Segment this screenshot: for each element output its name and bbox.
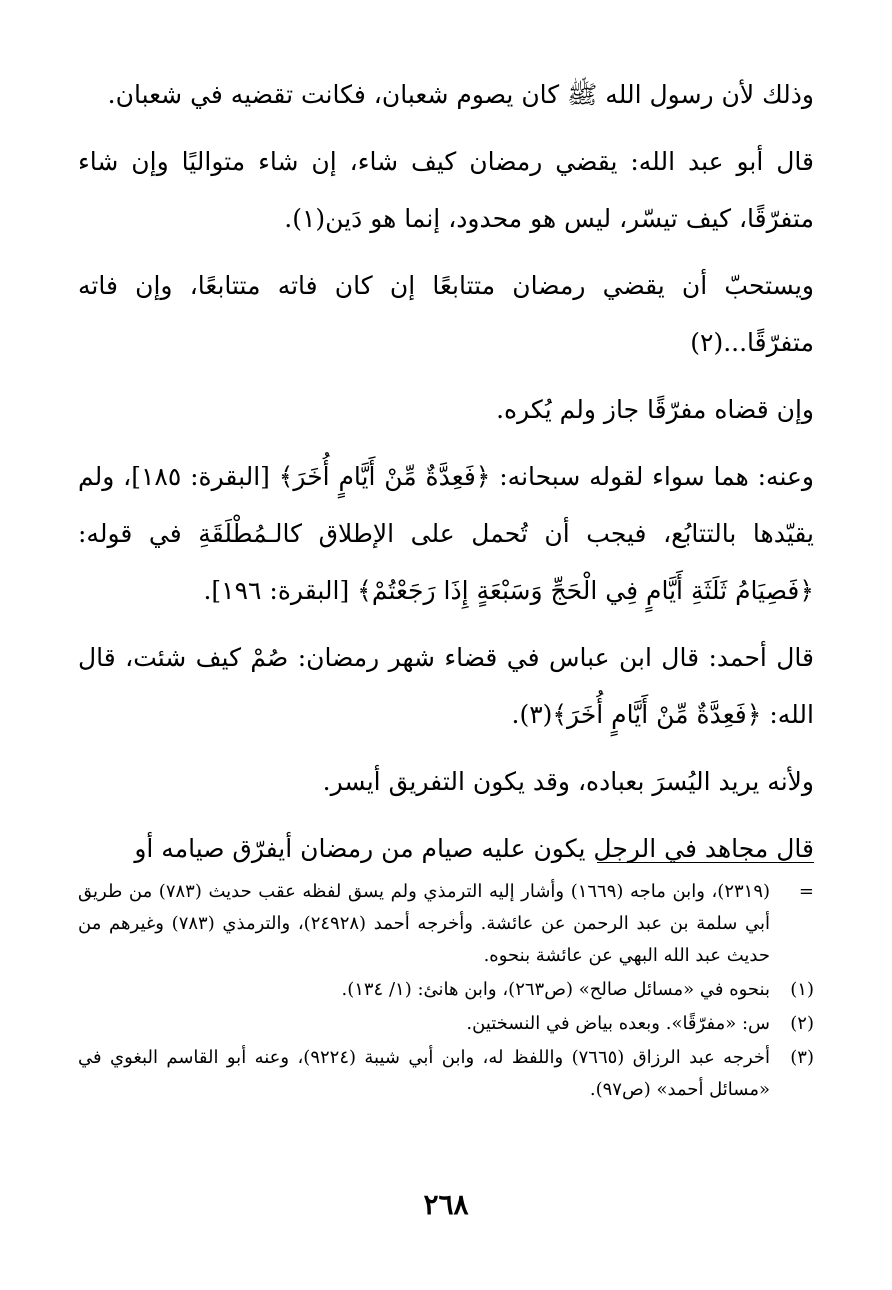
paragraph: قال مجاهد في الرجل يكون عليه صيام من رمضان أيفرّق صيامه أو [134, 834, 814, 863]
footnote-separator [597, 862, 814, 863]
footnote-text: س: «مفرّقًا». وبعده بياض في النسختين. [466, 1013, 770, 1034]
paragraph: قال أبو عبد الله: يقضي رمضان كيف شاء، إن شاء متواليًا وإن شاء متفرّقًا، كيف تيسّر، ليس هو محدود، إنما هو دَين(١). [78, 147, 814, 233]
footnote [78, 1042, 814, 1106]
paragraph: ولأنه يريد اليُسرَ بعباده، وقد يكون التفريق أيسر. [322, 767, 814, 796]
footnote-marker: (١) [790, 979, 814, 1000]
footnote-marker: = [798, 881, 814, 902]
footnote [78, 974, 814, 1006]
paragraph: وإن قضاه مفرّقًا جاز ولم يُكره. [496, 395, 814, 424]
footnote-text: أخرجه عبد الرزاق (٧٦٦٥) واللفظ له، وابن أبي شيبة (٩٢٢٤)، وعنه أبو القاسم البغوي في «مسائل أحمد» (ص٩٧). [78, 1047, 770, 1100]
footnote [78, 1008, 814, 1040]
paragraph: قال أحمد: قال ابن عباس في قضاء شهر رمضان: صُمْ كيف شئت، قال الله: ﴿فَعِدَّةٌ مِّنْ أَيَّامٍ أُخَرَ﴾(٣). [78, 643, 814, 729]
paragraph: وذلك لأن رسول الله ﷺ كان يصوم شعبان، فكانت تقضيه في شعبان. [107, 80, 814, 109]
footnote-marker: (٣) [790, 1047, 814, 1068]
footnotes [78, 876, 814, 1108]
footnote-marker: (٢) [790, 1013, 814, 1034]
footnote-text: (٢٣١٩)، وابن ماجه (١٦٦٩) وأشار إليه الترمذي ولم يسق لفظه عقب حديث (٧٨٣) من طريق أبي سلمة بن عبد الرحمن عن عائشة. وأخرجه أحمد (٢٤٩٢٨)، والترمذي (٧٨٣) وغيرهم من حديث عبد الله البهي عن عائشة بنحوه. [78, 881, 771, 966]
page-number: ٢٦٨ [423, 1188, 469, 1221]
paragraph: وعنه: هما سواء لقوله سبحانه: ﴿فَعِدَّةٌ مِّنْ أَيَّامٍ أُخَرَ﴾ [البقرة: ١٨٥]، ولم يقيّدها بالتتابُع، فيجب أن تُحمل على الإطلاق كالـمُطْلَقَةِ في قوله: ﴿فَصِيَامُ ثَلَثَةِ أَيَّامٍ فِي الْحَجِّ وَسَبْعَةٍ إِذَا رَجَعْتُمْ﴾ [البقرة: ١٩٦]. [78, 462, 814, 605]
footnote-text: بنحوه في «مسائل صالح» (ص٢٦٣)، وابن هانئ: (١/ ١٣٤). [341, 979, 770, 1000]
footnote [78, 876, 814, 972]
main-text [78, 66, 814, 887]
paragraph: ويستحبّ أن يقضي رمضان متتابعًا إن كان فاته متتابعًا، وإن فاته متفرّقًا...(٢) [78, 271, 814, 357]
